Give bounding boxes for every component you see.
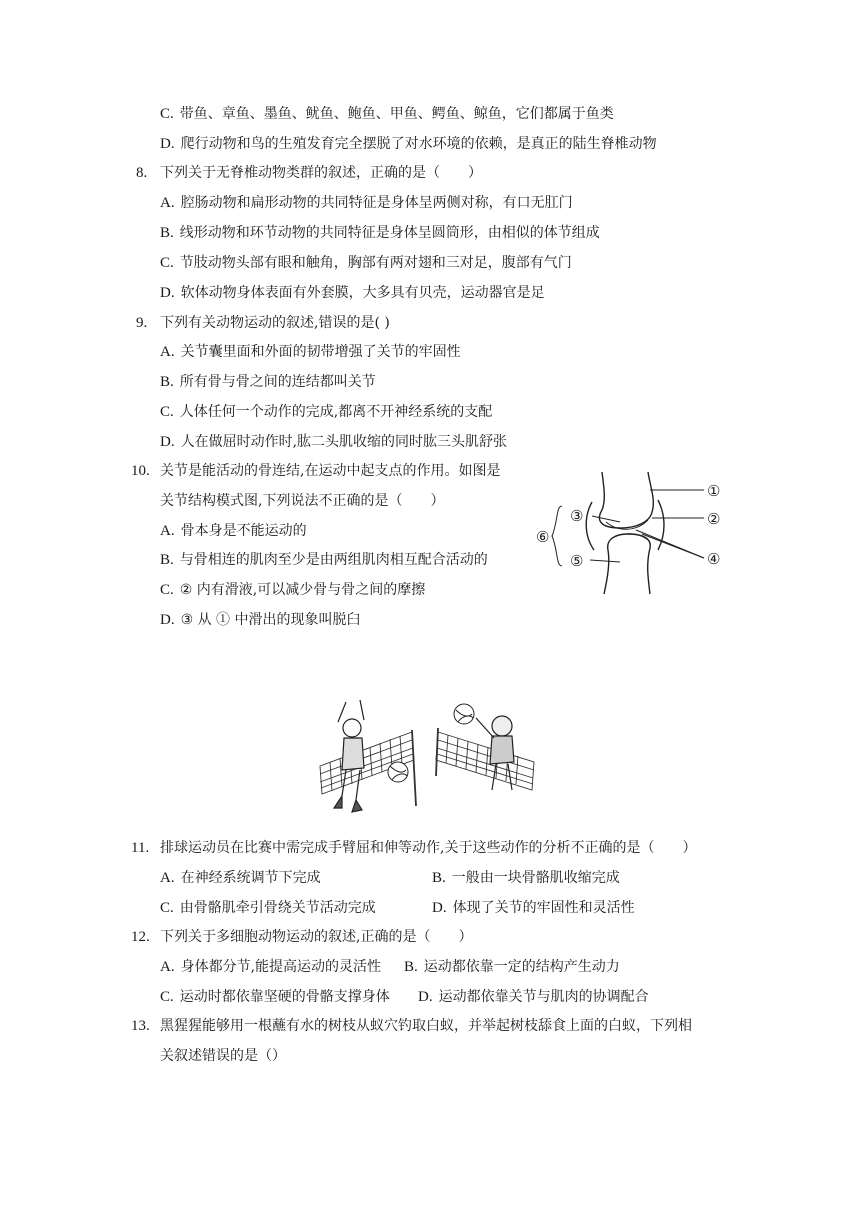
option-d: D. 爬行动物和鸟的生殖发育完全摆脱了对水环境的依赖，是真正的陆生脊椎动物: [160, 136, 657, 152]
joint-structure-figure: [532, 466, 732, 598]
option-b: B. 一般由一块骨骼肌收缩完成: [432, 870, 620, 886]
option-d: D. 人在做屈时动作时,肱二头肌收缩的同时肱三头肌舒张: [160, 434, 508, 450]
option-c: C. 节肢动物头部有眼和触角，胸部有两对翅和三对足，腹部有气门: [160, 255, 572, 271]
label-3: ③: [570, 508, 584, 525]
option-a: A. 在神经系统调节下完成: [160, 870, 321, 886]
question-number: 12.: [131, 929, 150, 945]
volleyball-ball-right: [454, 704, 474, 724]
option-b: B. 运动都依靠一定的结构产生动力: [404, 959, 620, 975]
question-stem-continued: 关节结构模式图,下列说法不正确的是（ ）: [160, 493, 445, 509]
option-d: D. 体现了关节的牢固性和灵活性: [432, 900, 635, 916]
question-number: 9.: [136, 315, 148, 331]
option-c: C. ② 内有滑液,可以减少骨与骨之间的摩擦: [160, 582, 426, 598]
option-d: D. 运动都依靠关节与肌肉的协调配合: [418, 989, 649, 1005]
volleyball-net-right: [436, 728, 534, 790]
question-stem: 排球运动员在比赛中需完成手臂屈和伸等动作,关于这些动作的分析不正确的是（ ）: [160, 840, 697, 856]
option-a: A. 骨本身是不能运动的: [160, 523, 307, 539]
question-number: 10.: [131, 463, 150, 479]
option-b: B. 所有骨与骨之间的连结都叫关节: [160, 374, 376, 390]
option-a: A. 关节囊里面和外面的韧带增强了关节的牢固性: [160, 344, 461, 360]
question-stem: 黑猩猩能够用一根蘸有水的树枝从蚁穴钓取白蚁，并举起树枝舔食上面的白蚁，下列相: [160, 1018, 692, 1034]
option-d: D. ③ 从 ① 中滑出的现象叫脱臼: [160, 612, 361, 628]
player-left: [334, 700, 364, 812]
question-stem: 下列关于无脊椎动物类群的叙述，正确的是（ ）: [160, 165, 482, 181]
option-c: C. 运动时都依靠坚硬的骨骼支撑身体: [160, 989, 390, 1005]
option-a: A. 腔肠动物和扁形动物的共同特征是身体呈两侧对称，有口无肛门: [160, 195, 573, 211]
question-number: 8.: [136, 165, 148, 181]
question-stem: 关节是能活动的骨连结,在运动中起支点的作用。如图是: [160, 463, 501, 479]
question-stem-continued: 关叙述错误的是（）: [160, 1048, 286, 1064]
label-2: ②: [707, 511, 721, 528]
question-number: 13.: [131, 1018, 150, 1034]
option-c: C. 人体任何一个动作的完成,都离不开神经系统的支配: [160, 404, 493, 420]
option-d: D. 软体动物身体表面有外套膜，大多具有贝壳，运动器官是足: [160, 285, 545, 301]
option-a: A. 身体都分节,能提高运动的灵活性: [160, 959, 382, 975]
label-6: ⑥: [536, 529, 550, 546]
question-stem: 下列有关动物运动的叙述,错误的是( ): [160, 315, 390, 331]
question-number: 11.: [131, 840, 150, 856]
label-4: ④: [707, 551, 721, 568]
option-b: B. 线形动物和环节动物的共同特征是身体呈圆筒形，由相似的体节组成: [160, 225, 600, 241]
volleyball-ball-left: [388, 762, 408, 782]
option-b: B. 与骨相连的肌肉至少是由两组肌肉相互配合活动的: [160, 552, 488, 568]
option-c: C. 带鱼、章鱼、墨鱼、鱿鱼、鲍鱼、甲鱼、鳄鱼、鲸鱼，它们都属于鱼类: [160, 106, 614, 122]
question-stem: 下列关于多细胞动物运动的叙述,正确的是（ ）: [160, 929, 473, 945]
label-1: ①: [707, 483, 721, 500]
label-5: ⑤: [570, 553, 584, 570]
volleyball-players-illustration: [316, 696, 546, 816]
option-c: C. 由骨骼肌牵引骨绕关节活动完成: [160, 900, 376, 916]
